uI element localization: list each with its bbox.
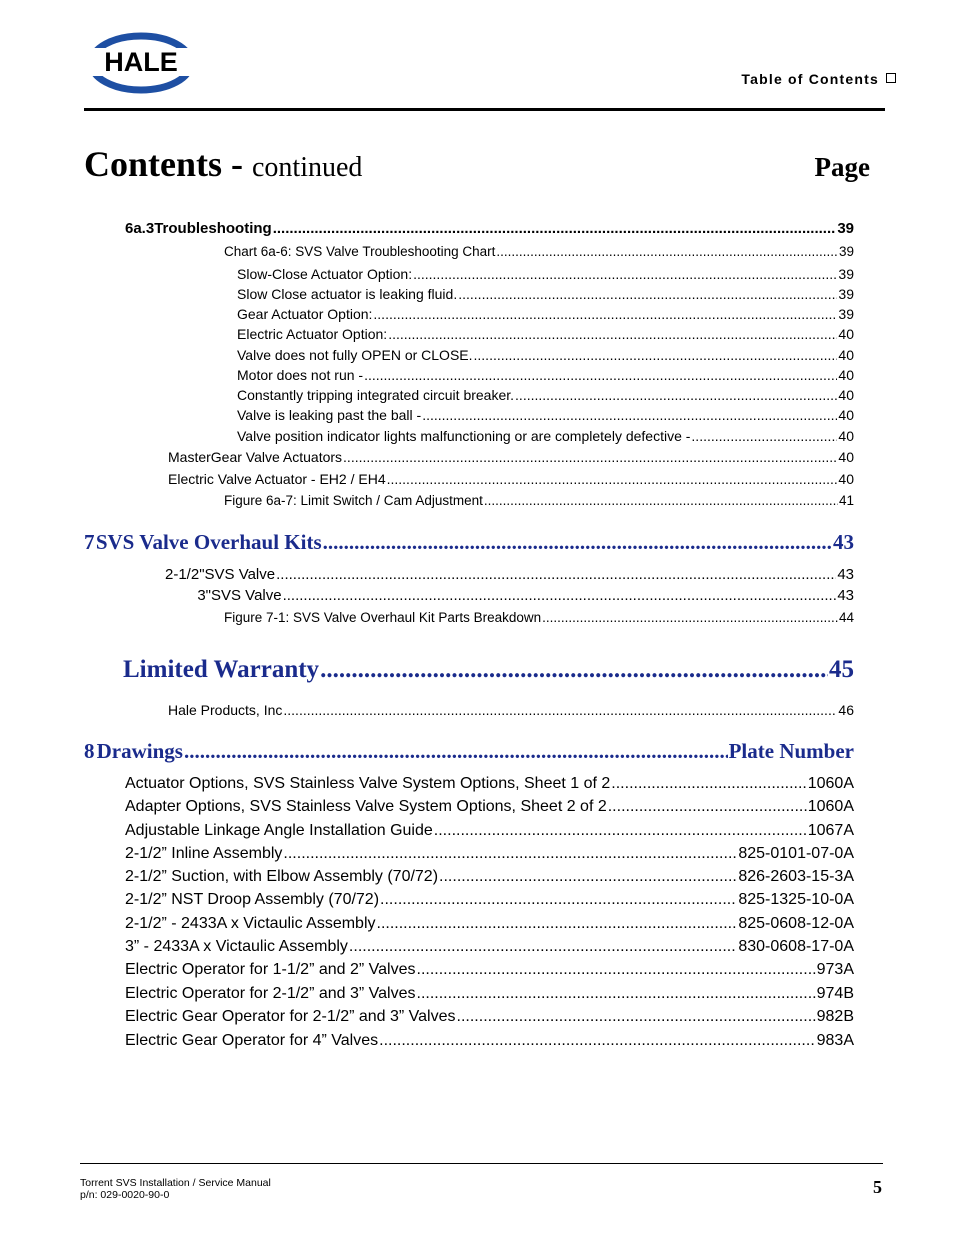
toc-entry[interactable] [237, 407, 854, 423]
drawing-label: 2-1/2” Inline Assembly [125, 845, 283, 862]
toc-entry-page: 40 [838, 471, 854, 487]
toc-entry[interactable] [224, 244, 854, 259]
toc-section-label: Drawings [96, 739, 183, 763]
drawing-entry[interactable] [125, 868, 854, 886]
hale-logo [86, 28, 196, 98]
drawing-label: 2-1/2” Suction, with Elbow Assembly (70/72) [125, 868, 439, 885]
toc-entry-label: MasterGear Valve Actuators [168, 449, 343, 465]
leader-dots [283, 702, 837, 718]
drawing-label: Actuator Options, SVS Stainless Valve System Options, Sheet 1 of 2 [125, 775, 611, 792]
toc-entry[interactable] [237, 306, 854, 322]
plate-number: 983A [816, 1032, 854, 1049]
toc-entry-number-text: 3" [197, 587, 211, 604]
toc-entry[interactable] [168, 471, 854, 487]
drawing-entry[interactable] [125, 775, 854, 793]
drawing-label: Electric Operator for 2-1/2” and 3” Valves [125, 985, 416, 1002]
toc-entry-page: 40 [838, 326, 854, 342]
leader-dots [496, 244, 838, 259]
toc-entry-page: 39 [838, 266, 854, 282]
plate-number: 1067A [807, 822, 854, 839]
toc-entry-page: 43 [837, 587, 854, 604]
plate-number: 826-2603-15-3A [738, 868, 854, 885]
drawing-entry[interactable] [125, 1032, 854, 1050]
leader-dots [458, 286, 837, 302]
leader-dots [434, 822, 807, 840]
toc-entry-page: 40 [838, 367, 854, 383]
leader-dots [380, 891, 737, 909]
plate-number: 974B [816, 985, 854, 1002]
page-number: 5 [873, 1177, 882, 1197]
section-label: Table of Contents [741, 71, 879, 87]
drawing-entry[interactable] [125, 938, 854, 956]
toc-entry-page: 39 [838, 306, 854, 322]
toc-entry-page: 39 [838, 286, 854, 302]
plate-number: 973A [816, 961, 854, 978]
toc-entry-label: Electric Valve Actuator - EH2 / EH4 [168, 471, 386, 487]
toc-entry-page: 40 [838, 407, 854, 423]
toc-entry-label: Electric Actuator Option: [237, 326, 388, 342]
leader-dots [484, 493, 838, 508]
toc-entry-page: 43 [837, 566, 854, 583]
leader-dots [373, 306, 837, 322]
toc-entry-number: 2-1/2" [165, 566, 205, 583]
plate-number: 825-0101-07-0A [738, 845, 854, 862]
plate-number: 830-0608-17-0A [738, 938, 854, 955]
toc-section-number: 8 [84, 739, 95, 763]
leader-dots [422, 407, 837, 423]
leader-dots [457, 1008, 816, 1026]
leader-dots [542, 610, 838, 625]
drawing-label: 2-1/2” - 2433A x Victaulic Assembly [125, 915, 376, 932]
drawing-entry[interactable] [125, 915, 854, 933]
toc-entry[interactable] [165, 587, 854, 604]
drawing-entry[interactable] [125, 891, 854, 909]
toc-entry-label: Hale Products, Inc [168, 702, 283, 718]
drawing-label: 2-1/2” NST Droop Assembly (70/72) [125, 891, 380, 908]
drawing-label: Electric Gear Operator for 4” Valves [125, 1032, 379, 1049]
toc-entry[interactable] [237, 266, 854, 282]
leader-dots [417, 985, 816, 1003]
leader-dots [343, 449, 837, 465]
leader-dots [474, 347, 838, 363]
drawing-label: Adjustable Linkage Angle Installation Guide [125, 822, 433, 839]
plate-number: 1060A [807, 798, 854, 815]
drawing-entry[interactable] [125, 1008, 854, 1026]
plate-number: 1060A [807, 775, 854, 792]
plate-number: 982B [816, 1008, 854, 1025]
footer-manual-title: Torrent SVS Installation / Service Manual [80, 1177, 271, 1189]
drawing-label: 3” - 2433A x Victaulic Assembly [125, 938, 348, 955]
leader-dots [364, 367, 837, 383]
toc-entry[interactable] [168, 702, 854, 718]
toc-entry[interactable] [237, 286, 854, 302]
footer-part-number: p/n: 029-0020-90-0 [80, 1189, 170, 1201]
leader-dots [417, 961, 816, 979]
toc-entry-label: Chart 6a-6: SVS Valve Troubleshooting Chart [224, 244, 496, 259]
toc-entry-page: 41 [838, 493, 854, 508]
drawing-entry[interactable] [125, 961, 854, 979]
svg-text:HALE: HALE [104, 47, 178, 77]
leader-dots [608, 798, 807, 816]
drawing-entry[interactable] [125, 822, 854, 840]
toc-entry-label: Valve position indicator lights malfunctioning or are completely defective - [237, 428, 691, 444]
title-main: Contents - [84, 144, 252, 184]
toc-entry-label: Figure 6a-7: Limit Switch / Cam Adjustment [224, 493, 483, 508]
checkbox-bullet-icon [886, 73, 896, 83]
toc-entry-page: 40 [838, 449, 854, 465]
page-title [84, 143, 362, 185]
toc-entry[interactable] [237, 326, 854, 342]
toc-entry-label: Troubleshooting [154, 220, 272, 237]
toc-entry-page: 40 [838, 428, 854, 444]
leader-dots [377, 915, 738, 933]
toc-entry[interactable] [165, 566, 854, 583]
leader-dots [388, 326, 837, 342]
leader-dots [184, 739, 728, 764]
toc-entry-page: 39 [837, 220, 854, 237]
drawing-label: Adapter Options, SVS Stainless Valve System Options, Sheet 2 of 2 [125, 798, 607, 815]
toc-entry-page: 40 [838, 347, 854, 363]
leader-dots [276, 566, 836, 583]
leader-dots [283, 845, 737, 863]
toc-entry-label: Constantly tripping integrated circuit breaker. [237, 387, 515, 403]
drawing-entry[interactable] [125, 985, 854, 1003]
toc-entry-label: Motor does not run - [237, 367, 364, 383]
toc-entry[interactable] [224, 493, 854, 508]
toc-entry-label: Valve is leaking past the ball - [237, 407, 422, 423]
toc-entry[interactable] [224, 610, 854, 625]
toc-entry-number: 6a.3 [125, 220, 155, 237]
toc-section-label: SVS Valve Overhaul Kits [95, 530, 322, 554]
leader-dots [349, 938, 737, 956]
leader-dots [413, 266, 837, 282]
toc-entry-label: Gear Actuator Option: [237, 306, 373, 322]
toc-entry-page: 44 [838, 610, 854, 625]
toc-section-label: Limited Warranty [123, 656, 320, 683]
leader-dots [283, 587, 837, 604]
toc-entry-label: Slow Close actuator is leaking fluid. [237, 286, 458, 302]
toc-section-number: 7 [84, 530, 95, 554]
leader-dots [515, 387, 837, 403]
toc-section[interactable] [84, 739, 854, 764]
toc-entry-page: 39 [838, 244, 854, 259]
toc-entry-label: Slow-Close Actuator Option: [237, 266, 413, 282]
toc-entry-page: 40 [838, 387, 854, 403]
drawing-entry[interactable] [125, 845, 854, 863]
toc-entry-label: Figure 7-1: SVS Valve Overhaul Kit Parts Breakdown [224, 610, 542, 625]
footer-divider [80, 1163, 883, 1164]
toc-entry[interactable] [168, 449, 854, 465]
toc-entry-label: Valve does not fully OPEN or CLOSE. [237, 347, 473, 363]
leader-dots [387, 471, 838, 487]
plate-number: 825-0608-12-0A [738, 915, 854, 932]
toc-entry[interactable] [237, 347, 854, 363]
drawing-entry[interactable] [125, 798, 854, 816]
leader-dots [439, 868, 737, 886]
toc-entry[interactable] [237, 387, 854, 403]
toc-entry-page: 46 [838, 702, 854, 718]
toc-entry-label: SVS Valve [204, 566, 276, 583]
toc-entry-label: SVS Valve [211, 587, 282, 604]
toc-entry[interactable] [125, 220, 854, 237]
toc-section-page: 45 [829, 656, 854, 683]
toc-section[interactable] [84, 530, 854, 555]
toc-entry-number [165, 587, 211, 604]
page-column-heading: Page [814, 152, 870, 182]
plate-number: 825-1325-10-0A [738, 891, 854, 908]
toc-section-page: Plate Number [728, 739, 854, 763]
leader-dots [273, 220, 837, 237]
toc-entry[interactable] [237, 367, 854, 383]
toc-entry[interactable] [237, 428, 854, 444]
drawing-label: Electric Gear Operator for 2-1/2” and 3” Valves [125, 1008, 456, 1025]
title-continued: continued [252, 152, 363, 183]
leader-dots [379, 1032, 816, 1050]
leader-dots [691, 428, 837, 444]
leader-dots [611, 775, 806, 793]
toc-section[interactable] [123, 656, 854, 684]
header-divider [84, 108, 885, 111]
leader-dots [320, 656, 828, 684]
toc-section-page: 43 [833, 530, 854, 554]
leader-dots [323, 530, 832, 555]
drawing-label: Electric Operator for 1-1/2” and 2” Valves [125, 961, 416, 978]
